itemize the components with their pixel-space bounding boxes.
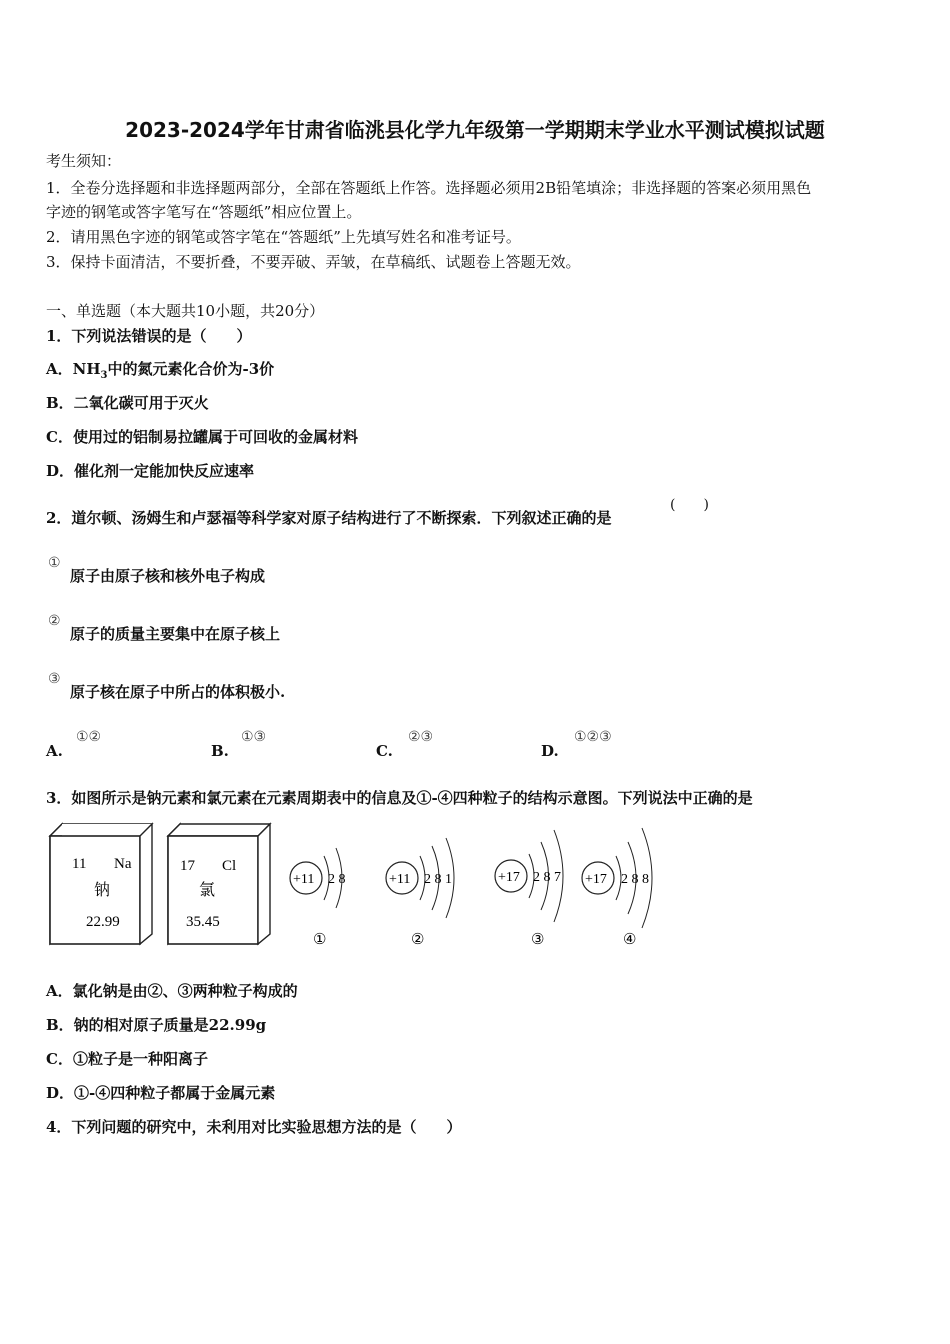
q2-option-b-label: B. bbox=[211, 742, 229, 760]
q1-a-subscript: 3 bbox=[100, 370, 108, 381]
q3-figure bbox=[44, 818, 684, 953]
sodium-name: 钠 bbox=[94, 882, 111, 899]
q2-statement-1-mark: ① bbox=[48, 555, 61, 571]
particle-1-shells: 2 8 bbox=[328, 872, 346, 887]
notice-item-1: 1．全卷分选择题和非选择题两部分，全部在答题纸上作答。选择题必须用2B铅笔填涂；非选择题的答案必须用黑色 bbox=[46, 179, 812, 197]
q3-option-d: D．①-④四种粒子都属于金属元素 bbox=[46, 1084, 276, 1102]
particle-1-label: ① bbox=[313, 932, 327, 948]
exam-title: 2023-2024学年甘肃省临洮县化学九年级第一学期期末学业水平测试模拟试题 bbox=[125, 118, 825, 142]
q2-option-c-label: C. bbox=[376, 742, 393, 760]
q2-option-d-label: D. bbox=[541, 742, 559, 760]
particle-3-nucleus: +17 bbox=[498, 870, 520, 885]
q2-statement-3-mark: ③ bbox=[48, 671, 61, 687]
q2-option-a: ①② bbox=[76, 729, 102, 745]
sodium-atomic-mass: 22.99 bbox=[86, 914, 120, 930]
q3-option-b: B．钠的相对原子质量是22.99g bbox=[46, 1016, 267, 1034]
q1-a-text: 中的氮元素化合价为-3价 bbox=[107, 360, 275, 378]
notice-item-1-cont: 字迹的钢笔或答字笔写在“答题纸”相应位置上。 bbox=[46, 203, 362, 221]
chlorine-symbol: Cl bbox=[222, 858, 237, 874]
q1-a-label: A． bbox=[46, 360, 73, 378]
particle-2-shells: 2 8 1 bbox=[424, 872, 452, 887]
particle-4-nucleus: +17 bbox=[585, 872, 607, 887]
particle-3-diagram bbox=[495, 830, 563, 948]
particle-1-diagram bbox=[290, 848, 346, 948]
particle-2-diagram bbox=[386, 838, 454, 948]
q2-statement-2: 原子的质量主要集中在原子核上 bbox=[70, 625, 281, 643]
q1-option-b: B．二氧化碳可用于灭火 bbox=[46, 394, 209, 412]
particle-4-shells: 2 8 8 bbox=[621, 872, 649, 887]
q2-stem: 2．道尔顿、汤姆生和卢瑟福等科学家对原子结构进行了不断探索．下列叙述正确的是 bbox=[46, 509, 612, 527]
q1-option-a bbox=[46, 360, 274, 385]
particle-4-label: ④ bbox=[623, 932, 637, 948]
notice-heading: 考生须知： bbox=[46, 152, 122, 170]
particle-3-label: ③ bbox=[531, 932, 545, 948]
particle-2-label: ② bbox=[411, 932, 425, 948]
q1-stem: 1．下列说法错误的是（ ） bbox=[46, 327, 252, 345]
q2-option-a-label: A. bbox=[46, 742, 63, 760]
q2-option-b: ①③ bbox=[241, 729, 267, 745]
q2-statement-1: 原子由原子核和核外电子构成 bbox=[70, 567, 266, 585]
chlorine-name: 氯 bbox=[199, 882, 216, 899]
q1-option-c: C．使用过的铝制易拉罐属于可回收的金属材料 bbox=[46, 428, 358, 446]
chlorine-atomic-number: 17 bbox=[180, 858, 195, 874]
q3-option-c: C．①粒子是一种阳离子 bbox=[46, 1050, 208, 1068]
q2-option-d: ①②③ bbox=[574, 729, 612, 745]
chlorine-atomic-mass: 35.45 bbox=[186, 914, 220, 930]
section-heading: 一、单选题（本大题共10小题，共20分） bbox=[46, 302, 325, 320]
sodium-atomic-number: 11 bbox=[72, 856, 87, 872]
q2-option-c: ②③ bbox=[408, 729, 434, 745]
q4-stem: 4．下列问题的研究中，未利用对比实验思想方法的是（ ） bbox=[46, 1118, 462, 1136]
q2-answer-paren: ( ) bbox=[670, 497, 709, 513]
sodium-symbol: Na bbox=[114, 856, 132, 872]
sodium-element-card bbox=[50, 824, 152, 944]
q3-option-a: A．氯化钠是由②、③两种粒子构成的 bbox=[46, 982, 298, 1000]
q3-stem: 3．如图所示是钠元素和氯元素在元素周期表中的信息及①-④四种粒子的结构示意图。下列说法中正确的是 bbox=[46, 789, 753, 807]
particle-1-nucleus: +11 bbox=[293, 872, 315, 887]
notice-item-3: 3．保持卡面清洁，不要折叠，不要弄破、弄皱，在草稿纸、试题卷上答题无效。 bbox=[46, 253, 581, 271]
chlorine-element-card bbox=[168, 824, 270, 944]
q1-a-formula: NH bbox=[72, 360, 101, 378]
particle-4-diagram bbox=[582, 828, 652, 948]
notice-item-2: 2．请用黑色字迹的钢笔或答字笔在“答题纸”上先填写姓名和准考证号。 bbox=[46, 228, 521, 246]
q2-statement-3: 原子核在原子中所占的体积极小. bbox=[70, 683, 286, 701]
particle-2-nucleus: +11 bbox=[389, 872, 411, 887]
q2-statement-2-mark: ② bbox=[48, 613, 61, 629]
particle-3-shells: 2 8 7 bbox=[533, 870, 561, 885]
q1-option-d: D．催化剂一定能加快反应速率 bbox=[46, 462, 255, 480]
